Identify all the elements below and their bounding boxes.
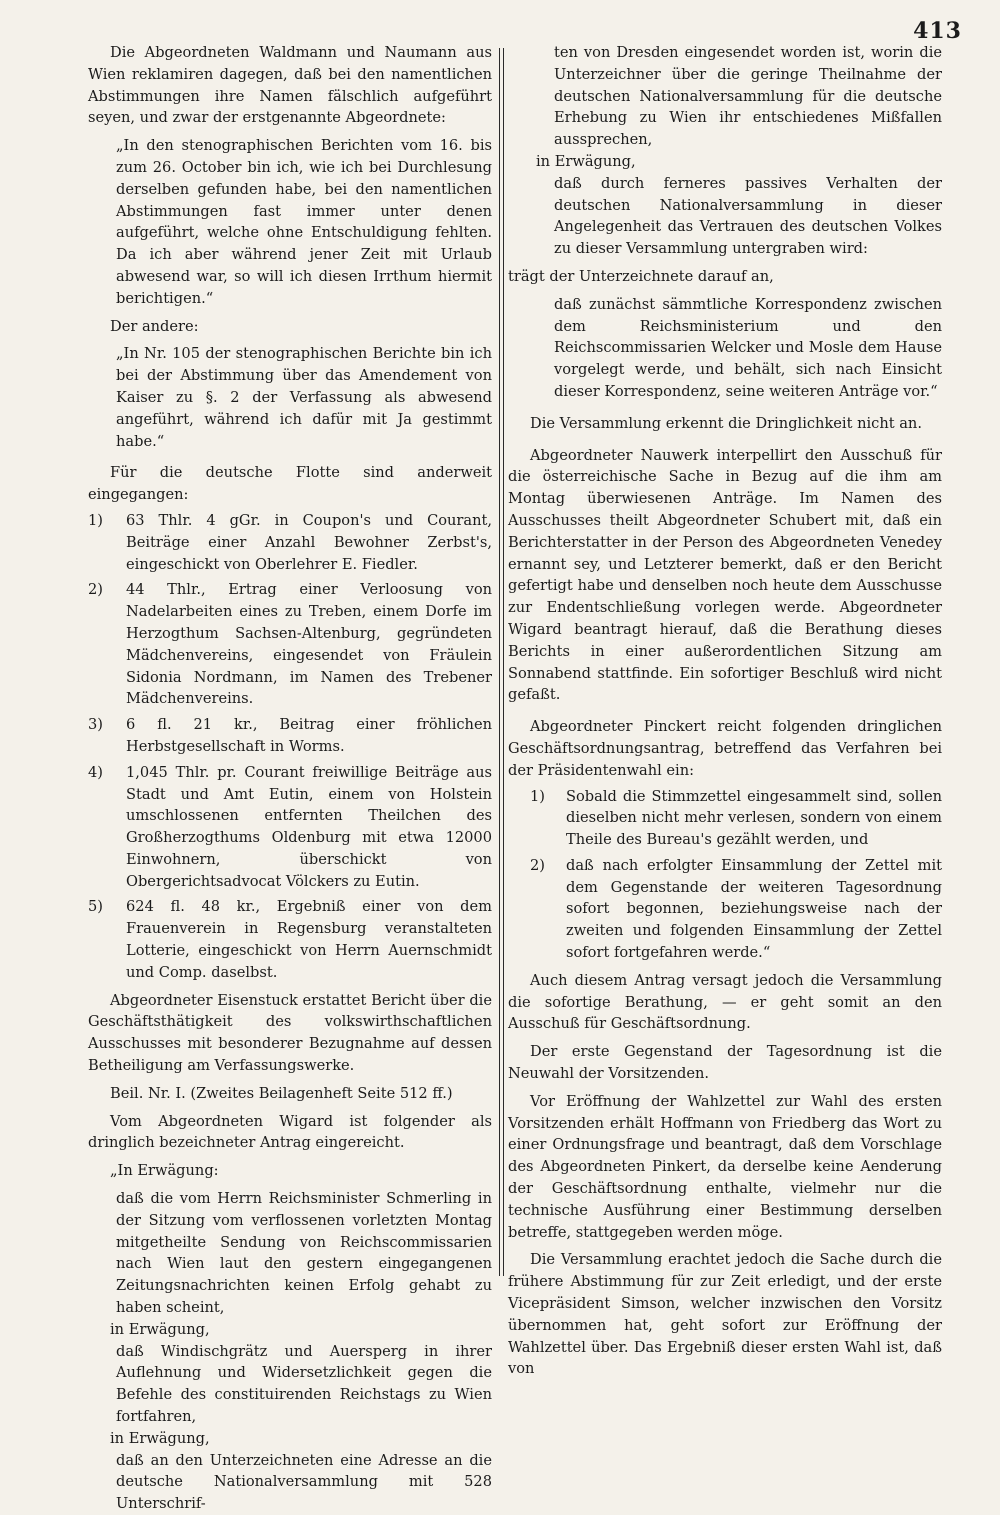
item-text: 6 fl. 21 kr., Beitrag einer fröhlichen Herbstgesellschaft in Worms.: [126, 716, 492, 755]
donation-item: [88, 896, 492, 983]
donation-item: [88, 510, 492, 575]
motion-item: [508, 855, 942, 964]
item-text: daß nach erfolgter Einsammlung der Zettel mit dem Gegenstande der weiteren Tagesordnung sofort begonnen, beziehungsweise nach der zweiten und folgenden Einsammlung der Zettel sofort fortgefahren werde.“: [566, 856, 942, 962]
motion-request: trägt der Unterzeichnete darauf an,: [508, 267, 774, 285]
item-text: 44 Thlr., Ertrag einer Verloosung von Nadelarbeiten eines zu Treben, einem Dorfe im Herzogthum Sachsen-Altenburg, gegründeten Mädchenvereins, eingesendet von Fräulein Sidonia Nordmann, im Namen des Trebener Mädchenvereins.: [126, 581, 492, 708]
item-text: 624 fl. 48 kr., Ergebniß einer von dem Frauenverein in Regensburg veranstalteten Lotterie, eingeschickt von Herrn Auernschmidt und Comp. daselbst.: [126, 898, 492, 981]
motion-opening: „In Erwägung:: [110, 1162, 219, 1180]
quotation: „In den stenographischen Berichten vom 16. bis zum 26. October bin ich, wie ich bei Durchlesung derselben gefunden habe, bei den namentlichen Abstimmungen fast immer unter denen aufgeführt, welche ohne Entschuldigung fehlten. Da ich aber während jener Zeit mit Urlaub abwesend war, so will ich diesen Irrthum hiermit berichtigen.“: [116, 137, 492, 307]
paragraph: Abgeordneter Nauwerk interpellirt den Ausschuß für die österreichische Sache in Bezug auf die ihm am Montag überwiesenen Anträge. Im Namen des Ausschusses theilt Abgeordneter Schubert mit, daß ein Berichterstatter in der Person des Abgeordneten Venedey ernannt sey, und Letzterer bemerkt, daß er den Bericht gefertigt habe und denselben noch heute dem Ausschusse zur Endentschließung vorlegen werde. Abgeordneter Wigard beantragt hierauf, daß die Berathung dieses Berichts in einer außerordentlichen Sitzung am Sonnabend stattfinde. Ein sofortiger Beschluß wird nicht gefaßt.: [508, 446, 942, 704]
paragraph: Abgeordneter Eisenstuck erstattet Bericht über die Geschäftsthätigkeit des volkswirthschaftlichen Ausschusses mit besonderer Bezugnahme auf dessen Betheiligung am Verfassungswerke.: [88, 991, 492, 1075]
quotation: „In Nr. 105 der stenographischen Berichte bin ich bei der Abstimmung über das Amendement von Kaiser zu §. 2 der Verfassung als abwesend angeführt, während ich dafür mit Ja gestimmt habe.“: [116, 345, 492, 450]
motion-consideration: in Erwägung,: [536, 152, 636, 170]
paragraph: Die Versammlung erkennt die Dringlichkeit nicht an.: [530, 414, 922, 432]
page-number: 413: [913, 18, 962, 44]
motion-clause: ten von Dresden eingesendet worden ist, worin die Unterzeichner über die geringe Theilnahme der deutschen Nationalversammlung für die deutsche Erhebung zu Wien ihr entschiedenes Mißfallen aussprechen,: [554, 44, 942, 149]
motion-clause: daß die vom Herrn Reichsminister Schmerling in der Sitzung vom verflossenen vorletzten Montag mitgetheilte Sendung von Reichscommissarien nach Wien laut den gestern eingegangenen Zeitungsnachrichten keinen Erfolg gehabt zu haben scheint,: [116, 1190, 492, 1317]
item-text: 1,045 Thlr. pr. Courant freiwillige Beiträge aus Stadt und Amt Eutin, einem von Holstein umschlossenen entfernten Theilchen des Großherzogthums Oldenburg mit etwa 12000 Einwohnern, überschickt von Obergerichtsadvocat Völckers zu Eutin.: [126, 763, 492, 890]
item-number: 1): [530, 787, 545, 805]
item-number: 3): [88, 716, 103, 734]
paragraph: Vor Eröffnung der Wahlzettel zur Wahl des ersten Vorsitzenden erhält Hoffmann von Friedberg das Wort zu einer Ordnungsfrage und beantragt, daß dem Vorschlage des Abgeordneten Pinkert, da derselbe keine Aenderung der Geschäftsordnung enthalte, vielmehr nur die technische Ausführung einer Bestimmung derselben betreffe, stattgegeben werden möge.: [508, 1092, 942, 1241]
motion-clause: daß an den Unterzeichneten eine Adresse an die deutsche Nationalversammlung mit 528 Unterschrif-: [116, 1451, 492, 1513]
motion-clause: daß zunächst sämmtliche Korrespondenz zwischen dem Reichsministerium und den Reichscommissarien Welcker und Mosle dem Hause vorgelegt werde, und behält, sich nach Einsicht dieser Korrespondenz, seine weiteren Anträge vor.“: [554, 295, 942, 400]
supplement-reference: Beil. Nr. I. (Zweites Beilagenheft Seite 512 ff.): [110, 1084, 453, 1102]
donation-item: [88, 714, 492, 758]
item-text: Sobald die Stimmzettel eingesammelt sind, sollen dieselben nicht mehr verlesen, sondern von einem Theile des Bureau's gezählt werden, und: [566, 787, 942, 849]
motion-clause: daß durch ferneres passives Verhalten der deutschen Nationalversammlung in dieser Angelegenheit das Vertrauen des deutschen Volkes zu dieser Versammlung untergraben wird:: [554, 174, 942, 258]
item-number: 4): [88, 763, 103, 781]
paragraph: Auch diesem Antrag versagt jedoch die Versammlung die sofortige Berathung, — er geht somit an den Ausschuß für Geschäftsordnung.: [508, 971, 942, 1033]
item-text: 63 Thlr. 4 gGr. in Coupon's und Courant, Beiträge einer Anzahl Bewohner Zerbst's, eingeschickt von Oberlehrer E. Fiedler.: [126, 511, 492, 573]
item-number: 2): [530, 856, 545, 874]
motion-consideration: in Erwägung,: [110, 1429, 210, 1447]
motion-clause: daß Windischgrätz und Auersperg in ihrer Auflehnung und Widersetzlichkeit gegen die Befehle des constituirenden Reichstags zu Wien fortfahren,: [116, 1342, 492, 1426]
paragraph: Die Versammlung erachtet jedoch die Sache durch die frühere Abstimmung für zur Zeit erledigt, und der erste Vicepräsident Simson, welcher inzwischen den Vorsitz übernommen hat, geht sofort zur Eröffnung der Wahlzettel über. Das Ergebniß dieser ersten Wahl ist, daß von: [508, 1251, 942, 1378]
item-number: 2): [88, 581, 103, 599]
paragraph: Die Abgeordneten Waldmann und Naumann aus Wien reklamiren dagegen, daß bei den namentlichen Abstimmungen ihre Namen fälschlich aufgeführt seyen, und zwar der erstgenannte Abgeordnete:: [88, 44, 492, 127]
left-column: [88, 42, 492, 1515]
paragraph: Vom Abgeordneten Wigard ist folgender als dringlich bezeichneter Antrag eingereicht.: [88, 1112, 492, 1152]
donation-item: [88, 762, 492, 893]
motion-item: [508, 786, 942, 851]
paragraph: Abgeordneter Pinckert reicht folgenden dringlichen Geschäftsordnungsantrag, betreffend das Verfahren bei der Präsidentenwahl ein:: [508, 718, 942, 779]
column-rule: [499, 48, 500, 1276]
paragraph: Der andere:: [110, 317, 199, 335]
paragraph: Für die deutsche Flotte sind anderweit eingegangen:: [88, 464, 492, 504]
right-column: [508, 42, 942, 1380]
paragraph: Der erste Gegenstand der Tagesordnung ist die Neuwahl der Vorsitzenden.: [508, 1043, 942, 1083]
item-number: 5): [88, 898, 103, 916]
motion-consideration: in Erwägung,: [110, 1320, 210, 1338]
column-rule-inner: [503, 48, 504, 1276]
item-number: 1): [88, 511, 103, 529]
donation-item: [88, 579, 492, 710]
